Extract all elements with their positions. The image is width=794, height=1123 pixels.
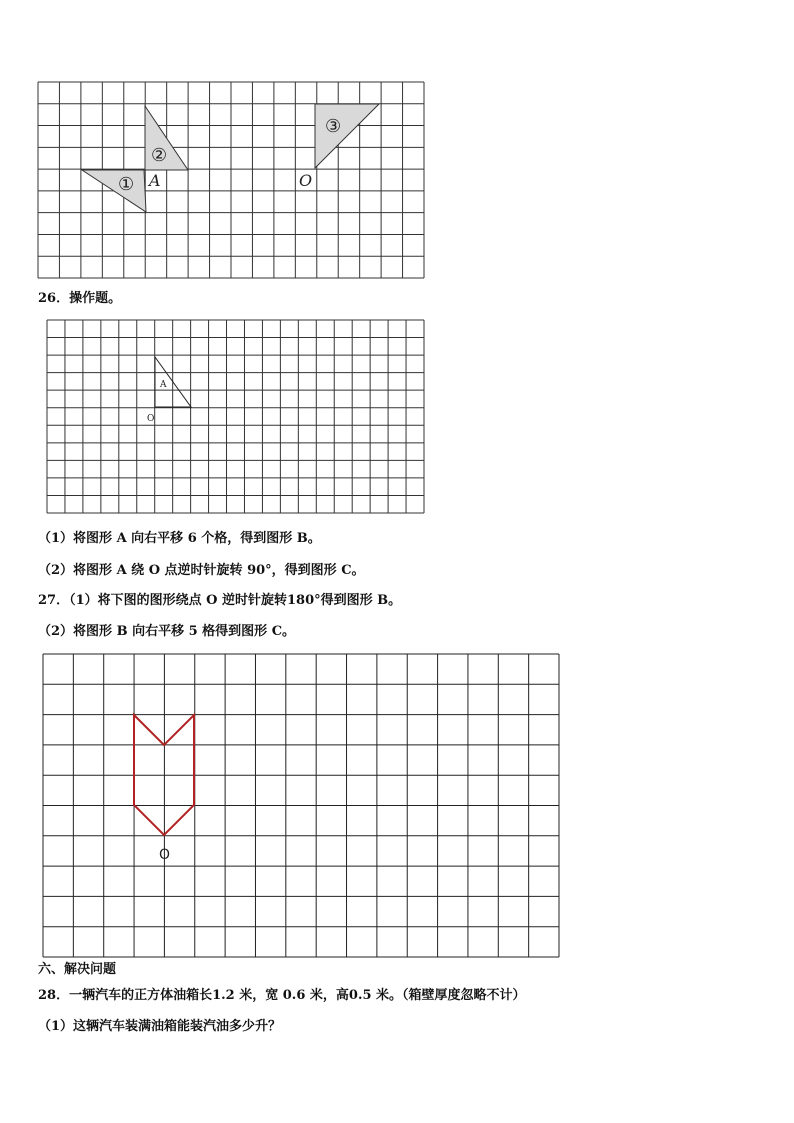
point-o-label: O: [299, 171, 313, 190]
triangle-2-label: ②: [151, 145, 168, 166]
q27-line2: （2）将图形 B 向右平移 5 格得到图形 C。: [38, 624, 296, 639]
triangle-3-label: ③: [325, 116, 342, 137]
q28-line1: 28．一辆汽车的正方体油箱长1.2 米，宽 0.6 米，高0.5 米。（箱壁厚度忽略不计）: [38, 988, 526, 1003]
point-a-label: A: [149, 171, 161, 190]
q27-grid: [43, 654, 559, 957]
q26-step2: （2）将图形 A 绕 O 点逆时针旋转 90°，得到图形 C。: [38, 563, 365, 578]
shape-a-label: A: [160, 380, 167, 390]
triangle-1-label: ①: [118, 174, 135, 195]
q26-step1: （1）将图形 A 向右平移 6 个格，得到图形 B。: [38, 531, 321, 546]
q26-title: 26．操作题。: [38, 291, 122, 306]
q27-line1: 27．（1）将下图的图形绕点 O 逆时针旋转180°得到图形 B。: [38, 593, 402, 608]
point-o-label-q26: O: [147, 414, 155, 424]
q28-line2: （1）这辆汽车装满油箱能装汽油多少升？: [38, 1019, 282, 1034]
q26-grid: [47, 320, 424, 513]
section6-heading: 六、解决问题: [38, 962, 117, 977]
figure1-grid: [38, 82, 424, 278]
point-o-label-q27: O: [159, 847, 171, 863]
